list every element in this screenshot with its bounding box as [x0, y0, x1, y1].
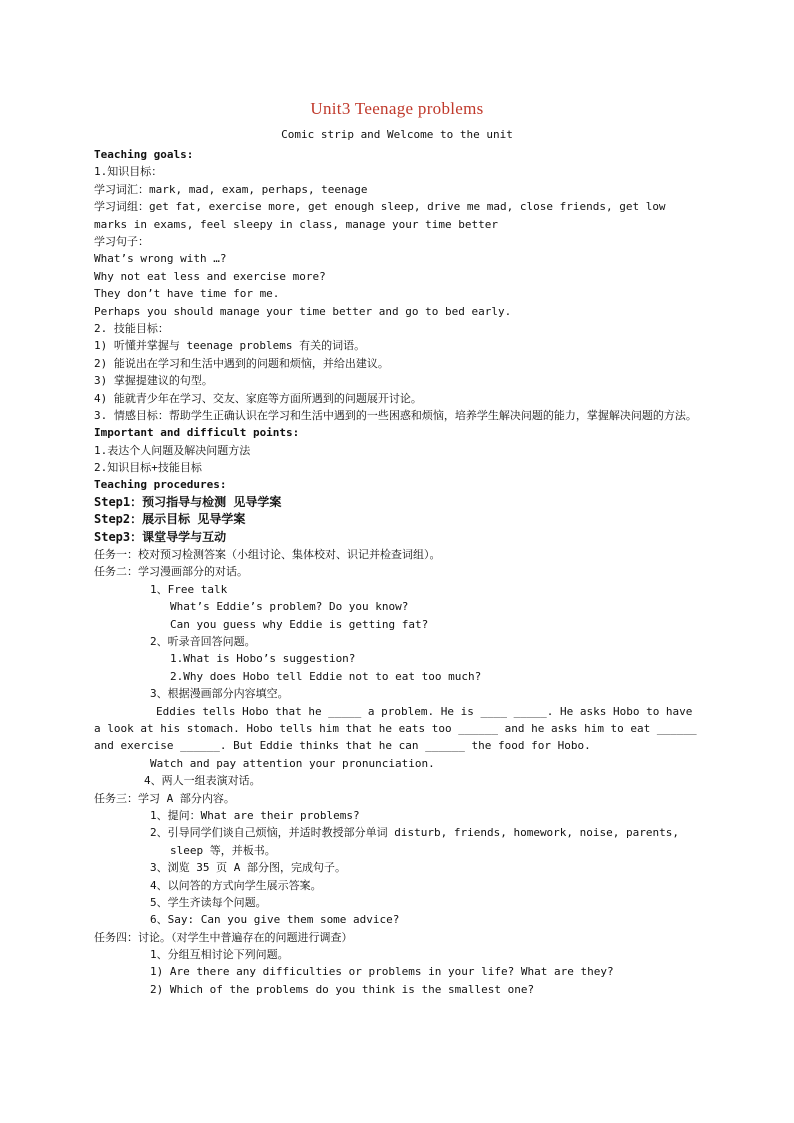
text-line: 1、Free talk [150, 582, 228, 596]
text-line: Teaching goals: [94, 148, 194, 161]
text-line: Teaching procedures: [94, 478, 227, 492]
text-line: 2、引导同学们谈自己烦恼，并适时教授部分单词 disturb, friends, homework, noise, parents, sleep 等，并板书。 [150, 826, 680, 857]
text-line: 2) 能说出在学习和生活中遇到的问题和烦恼，并给出建议。 [94, 356, 389, 370]
text-line: 学习句子： [94, 234, 149, 248]
text-line: 1、分组互相讨论下列问题。 [150, 948, 289, 962]
text-line: Step2：展示目标 见导学案 [94, 512, 246, 527]
text-line: 1) Are there any difficulties or problems in your life? What are they? [150, 965, 614, 979]
text-line: 3. 情感目标：帮助学生正确认识在学习和生活中遇到的一些困惑和烦恼，培养学生解决问题的能力，掌握解决问题的方法。 [94, 408, 697, 422]
text-line: 1.表达个人问题及解决问题方法 [94, 443, 251, 457]
text-line: 4、两人一组表演对话。 [144, 774, 261, 788]
text-line: 1.What is Hobo’s suggestion? [170, 652, 356, 666]
text-line: Important and difficult points: [94, 426, 300, 440]
text-line: 2、听录音回答问题。 [150, 634, 256, 648]
text-line: 1、提问：What are their problems? [150, 808, 360, 822]
text-line: 学习词组：get fat, exercise more, get enough sleep, drive me mad, close friends, get low marks in exams, feel sleepy in class, manage your time better [94, 200, 666, 231]
text-line: Watch and pay attention your pronunciation. [150, 756, 435, 770]
text-line: Perhaps you should manage your time better and go to bed early. [94, 304, 512, 318]
text-line: 4) 能就青少年在学习、交友、家庭等方面所遇到的问题展开讨论。 [94, 391, 422, 405]
text-line: What’s Eddie’s problem? Do you know? [170, 600, 409, 614]
text-line: 2) Which of the problems do you think is the smallest one? [150, 982, 535, 996]
text-line: Eddies tells Hobo that he _____ a problem. He is ____ _____. He asks Hobo to have a look at his stomach. Hobo tells him that he eats too ______ and he asks him to eat ______ and exercise ______. But Eddie thinks that he can ______ the food for Hobo. [94, 704, 697, 753]
page-title: Unit3 Teenage problems [310, 99, 484, 118]
text-line: Step3：课堂导学与互动 [94, 529, 227, 544]
text-line: 6、Say: Can you give them some advice? [150, 913, 400, 927]
page-subtitle: Comic strip and Welcome to the unit [281, 128, 513, 141]
text-line: 1) 听懂并掌握与 teenage problems 有关的词语。 [94, 339, 366, 353]
text-line: They don’t have time for me. [94, 287, 280, 301]
text-line: 任务三：学习 A 部分内容。 [94, 791, 235, 805]
text-line: What’s wrong with …? [94, 252, 227, 266]
text-line: 5、学生齐读每个问题。 [150, 895, 267, 909]
lesson-plan-body [94, 146, 704, 998]
text-line: 1.知识目标： [94, 165, 163, 179]
text-line: Why not eat less and exercise more? [94, 269, 326, 283]
text-line: 任务一：校对预习检测答案（小组讨论、集体校对、识记并检查词组）。 [94, 548, 441, 562]
text-line: 任务二：学习漫画部分的对话。 [94, 565, 248, 579]
text-line: 学习词汇：mark, mad, exam, perhaps, teenage [94, 182, 368, 196]
text-line: 3、根据漫画部分内容填空。 [150, 687, 289, 701]
text-line: 任务四：讨论。（对学生中普遍存在的问题进行调查） [94, 930, 353, 944]
text-line: 2.Why does Hobo tell Eddie not to eat too much? [170, 669, 482, 683]
text-line: 2.知识目标+技能目标 [94, 461, 202, 475]
text-line: 4、以问答的方式向学生展示答案。 [150, 878, 322, 892]
text-line: 3、浏览 35 页 A 部分图，完成句子。 [150, 861, 346, 875]
text-line: Can you guess why Eddie is getting fat? [170, 617, 429, 631]
text-line: 2. 技能目标： [94, 321, 169, 335]
text-line: Step1：预习指导与检测 见导学案 [94, 494, 282, 509]
text-line: 3) 掌握提建议的句型。 [94, 374, 213, 388]
